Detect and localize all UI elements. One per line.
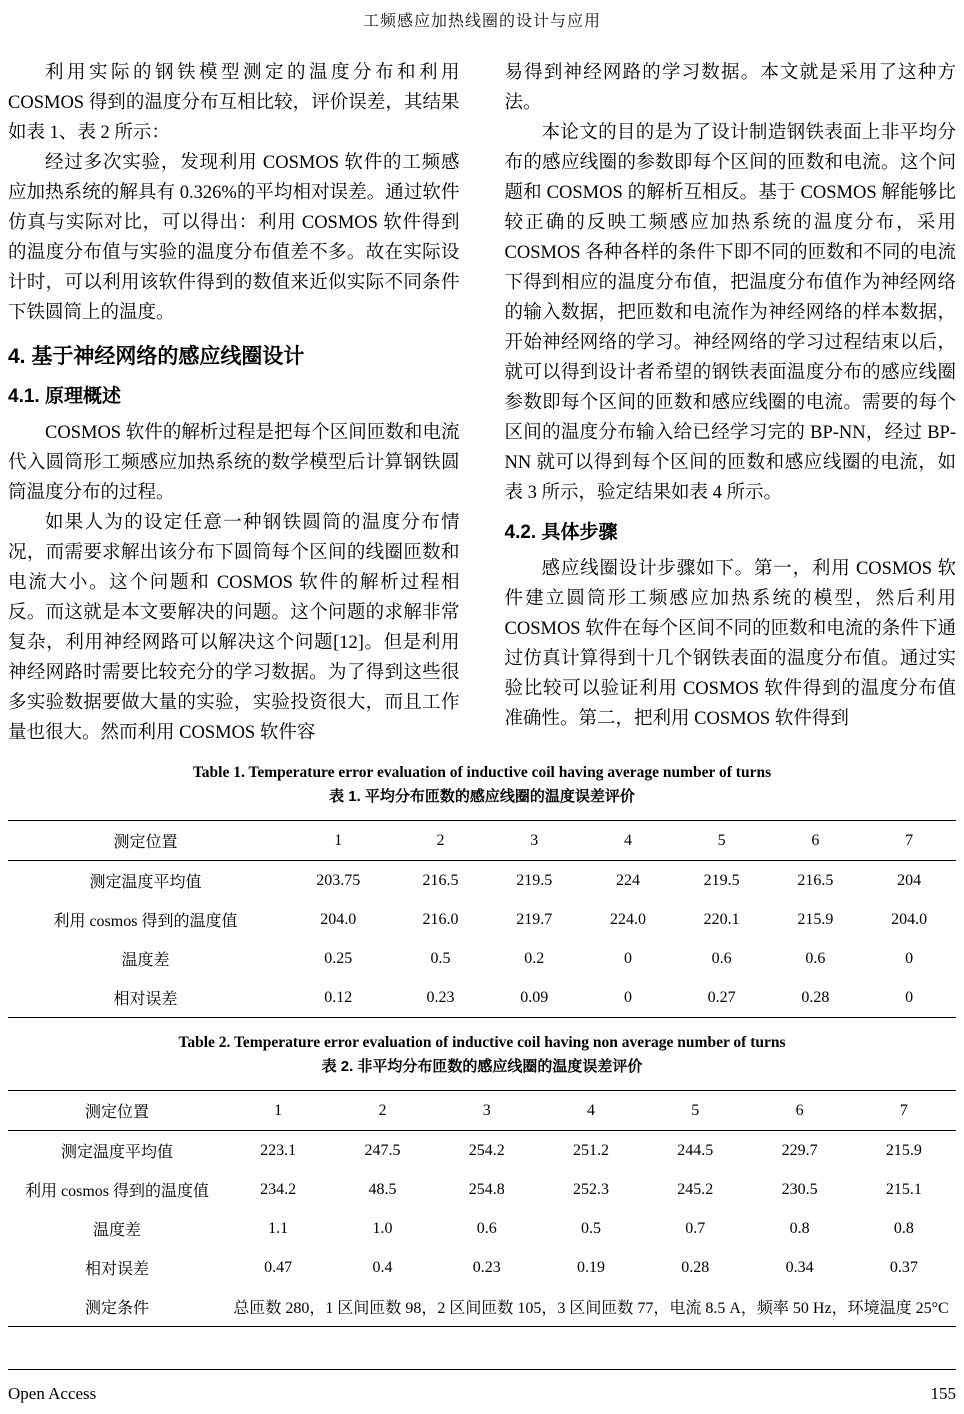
table-row-label: 测定条件 xyxy=(85,1300,150,1317)
table1-block xyxy=(8,762,956,1018)
table-row xyxy=(8,1287,956,1327)
table-cell: 216.5 xyxy=(422,871,459,889)
table-cell: 215.1 xyxy=(885,1180,922,1198)
table-header-cell: 5 xyxy=(717,831,726,849)
table-header-cell: 6 xyxy=(811,831,820,849)
table-cell: 244.5 xyxy=(677,1141,714,1159)
table-cell: 0 xyxy=(623,988,632,1006)
table-cell: 245.2 xyxy=(677,1180,714,1198)
table-row-label: 利用 cosmos 得到的温度值 xyxy=(53,913,238,930)
table-cell: 0.28 xyxy=(681,1258,710,1276)
two-column-body xyxy=(8,58,956,748)
table-cell: 230.5 xyxy=(781,1180,818,1198)
table-cell: 0.34 xyxy=(785,1258,814,1276)
table-cell: 203.75 xyxy=(316,871,361,889)
paragraph: 感应线圈设计步骤如下。第一，利用 COSMOS 软件建立圆筒形工频感应加热系统的模型，然后利用 COSMOS 软件在每个区间不同的匝数和电流的条件下通过仿真计算得到十几个钢铁表面的温度分布值。通过实验比较可以验证利用 COSMOS 软件得到的温度分布值准确性。第二，把利用 COSMOS 软件得到 xyxy=(504,559,956,729)
table-cell: 220.1 xyxy=(703,910,740,928)
table-cell: 0.8 xyxy=(893,1219,914,1237)
table-cell: 48.5 xyxy=(368,1180,397,1198)
table-cell: 219.7 xyxy=(516,910,553,928)
table-header-cell: 1 xyxy=(274,1101,283,1119)
table-cell: 0.09 xyxy=(520,988,549,1006)
paragraph-continuation: 易得到神经网路的学习数据。本文就是采用了这种方法。 xyxy=(504,63,956,113)
table-header-cell: 2 xyxy=(378,1101,387,1119)
table-row-label: 温度差 xyxy=(121,952,170,969)
table-header-cell: 5 xyxy=(691,1101,700,1119)
table-cell: 254.8 xyxy=(468,1180,505,1198)
table-cell: 219.5 xyxy=(516,871,553,889)
table-cell: 216.0 xyxy=(422,910,459,928)
table-header-cell: 7 xyxy=(905,831,914,849)
table-row xyxy=(8,861,956,901)
table1-caption-chinese: 表 1. 平均分布匝数的感应线圈的温度误差评价 xyxy=(329,788,635,805)
table-cell: 0.27 xyxy=(707,988,736,1006)
section-heading-4: 4. 基于神经网络的感应线圈设计 xyxy=(8,345,305,368)
subsection-heading-4-2: 4.2. 具体步骤 xyxy=(504,522,618,543)
table-header-cell: 6 xyxy=(795,1101,804,1119)
table1 xyxy=(8,820,956,1018)
table-cell: 0.2 xyxy=(524,949,545,967)
paragraph: 利用实际的钢铁模型测定的温度分布和利用 COSMOS 得到的温度分布互相比较，评价误差，其结果如表 1、表 2 所示： xyxy=(8,63,460,143)
table-cell: 0.5 xyxy=(430,949,451,967)
table2-block xyxy=(8,1032,956,1327)
paragraph: 本论文的目的是为了设计制造钢铁表面上非平均分布的感应线圈的参数即每个区间的匝数和电流。这个问题和 COSMOS 的解析互相反。基于 COSMOS 解能够比较正确的反映工频感应加热系统的温度分布，采用 COSMOS 各种各样的条件下即不同的匝数和不同的电流下得到相应的温度分布值，把温度分布值作为神经网络的输入数据，把匝数和电流作为神经网络的样本数据，开始神经网络的学习。神经网络的学习过程结束以后，就可以得到设计者希望的钢铁表面温度分布的感应线圈参数即每个区间的匝数和感应线圈的电流。需要的每个区间的温度分布输入给已经学习完的 BP-NN，经过 BP-NN 就可以得到每个区间的匝数和感应线圈的电流，如表 3 所示，验定结果如表 4 所示。 xyxy=(504,123,956,503)
table-cell: 0.7 xyxy=(685,1219,706,1237)
table-cell: 0.6 xyxy=(711,949,732,967)
table-row-label: 测定温度平均值 xyxy=(61,1144,174,1161)
table-cell: 0 xyxy=(905,988,914,1006)
table-cell: 219.5 xyxy=(703,871,740,889)
table-cell: 252.3 xyxy=(573,1180,610,1198)
table-cell: 1.1 xyxy=(268,1219,289,1237)
table-cell: 0 xyxy=(905,949,914,967)
table-cell: 1.0 xyxy=(372,1219,393,1237)
table-span-cell: 总匝数 280，1 区间匝数 98，2 区间匝数 105，3 区间匝数 77，电流 8.5 A，频率 50 Hz，环境温度 25°C xyxy=(233,1300,949,1317)
table-row xyxy=(8,1248,956,1287)
table-row-label: 利用 cosmos 得到的温度值 xyxy=(25,1183,210,1200)
table2-caption-chinese: 表 2. 非平均分布匝数的感应线圈的温度误差评价 xyxy=(321,1058,643,1075)
subsection-heading-4-1: 4.1. 原理概述 xyxy=(8,386,121,407)
table-row xyxy=(8,1209,956,1248)
table-cell: 0.6 xyxy=(805,949,826,967)
table-header-cell: 7 xyxy=(899,1101,908,1119)
page-number: 155 xyxy=(930,1384,956,1403)
table-cell: 223.1 xyxy=(260,1141,297,1159)
table-row xyxy=(8,1170,956,1209)
table-cell: 224 xyxy=(615,871,640,889)
table-header-cell: 3 xyxy=(482,1101,491,1119)
page-footer xyxy=(8,1369,956,1404)
table-row-label: 相对误差 xyxy=(85,1261,150,1278)
right-column xyxy=(505,58,957,748)
table-header-row xyxy=(8,1091,956,1131)
table-row xyxy=(8,978,956,1018)
paragraph: COSMOS 软件的解析过程是把每个区间匝数和电流代入圆筒形工频感应加热系统的数学模型后计算钢铁圆筒温度分布的过程。 xyxy=(8,423,460,503)
paragraph: 如果人为的设定任意一种钢铁圆筒的温度分布情况，而需要求解出该分布下圆筒每个区间的线圈匝数和电流大小。这个问题和 COSMOS 软件的解析过程相反。而这就是本文要解决的问题。这个问题的求解非常复杂，利用神经网路可以解决这个问题[12]。但是利用神经网路时需要比较充分的学习数据。为了得到这些很多实验数据要做大量的实验，实验投资很大，而且工作量也很大。然而利用 COSMOS 软件容 xyxy=(8,513,460,743)
table-cell: 216.5 xyxy=(797,871,834,889)
table-cell: 0.23 xyxy=(472,1258,501,1276)
table-row-label: 温度差 xyxy=(93,1222,142,1239)
paragraph: 经过多次实验，发现利用 COSMOS 软件的工频感应加热系统的解具有 0.326%的平均相对误差。通过软件仿真与实际对比，可以得出：利用 COSMOS 软件得到的温度分布值与实验的温度分布值差不多。故在实际设计时，可以利用该软件得到的数值来近似实际不同条件下铁圆筒上的温度。 xyxy=(8,153,460,323)
table-row-label: 相对误差 xyxy=(113,991,178,1008)
table-cell: 229.7 xyxy=(781,1141,818,1159)
table-header-cell: 2 xyxy=(436,831,445,849)
running-head-title: 工频感应加热线圈的设计与应用 xyxy=(362,13,601,30)
left-column xyxy=(8,58,460,748)
table-header-cell: 测定位置 xyxy=(113,834,178,851)
table-cell: 0.47 xyxy=(264,1258,293,1276)
table-cell: 215.9 xyxy=(885,1141,922,1159)
table-header-cell: 1 xyxy=(334,831,343,849)
table-header-cell: 测定位置 xyxy=(85,1104,150,1121)
table-cell: 0 xyxy=(623,949,632,967)
table-cell: 0.28 xyxy=(801,988,830,1006)
table-header-cell: 3 xyxy=(530,831,539,849)
table-cell: 204.0 xyxy=(891,910,928,928)
table-row xyxy=(8,939,956,978)
table-cell: 224.0 xyxy=(609,910,646,928)
table-cell: 0.4 xyxy=(372,1258,393,1276)
table-cell: 204 xyxy=(897,871,922,889)
table-cell: 0.19 xyxy=(577,1258,606,1276)
table-header-row xyxy=(8,821,956,861)
table-cell: 204.0 xyxy=(320,910,357,928)
table-cell: 0.25 xyxy=(324,949,353,967)
table-cell: 247.5 xyxy=(364,1141,401,1159)
table-cell: 234.2 xyxy=(260,1180,297,1198)
table1-caption-english: Table 1. Temperature error evaluation of inductive coil having average number of turns xyxy=(192,764,772,781)
footer-open-access-label: Open Access xyxy=(8,1384,97,1403)
table-cell: 251.2 xyxy=(573,1141,610,1159)
table-cell: 0.37 xyxy=(889,1258,918,1276)
table2 xyxy=(8,1090,956,1327)
table-row-label: 测定温度平均值 xyxy=(89,874,202,891)
table2-caption-english: Table 2. Temperature error evaluation of inductive coil having non average number of turns xyxy=(178,1034,786,1051)
table-cell: 0.8 xyxy=(789,1219,810,1237)
table-cell: 215.9 xyxy=(797,910,834,928)
table-cell: 0.12 xyxy=(324,988,353,1006)
table-cell: 0.6 xyxy=(476,1219,497,1237)
table-cell: 0.23 xyxy=(426,988,455,1006)
table-header-cell: 4 xyxy=(623,831,632,849)
footer-divider xyxy=(8,1369,956,1370)
table-row xyxy=(8,900,956,939)
table-cell: 254.2 xyxy=(468,1141,505,1159)
table-row xyxy=(8,1131,956,1171)
table-cell: 0.5 xyxy=(581,1219,602,1237)
table-header-cell: 4 xyxy=(587,1101,596,1119)
